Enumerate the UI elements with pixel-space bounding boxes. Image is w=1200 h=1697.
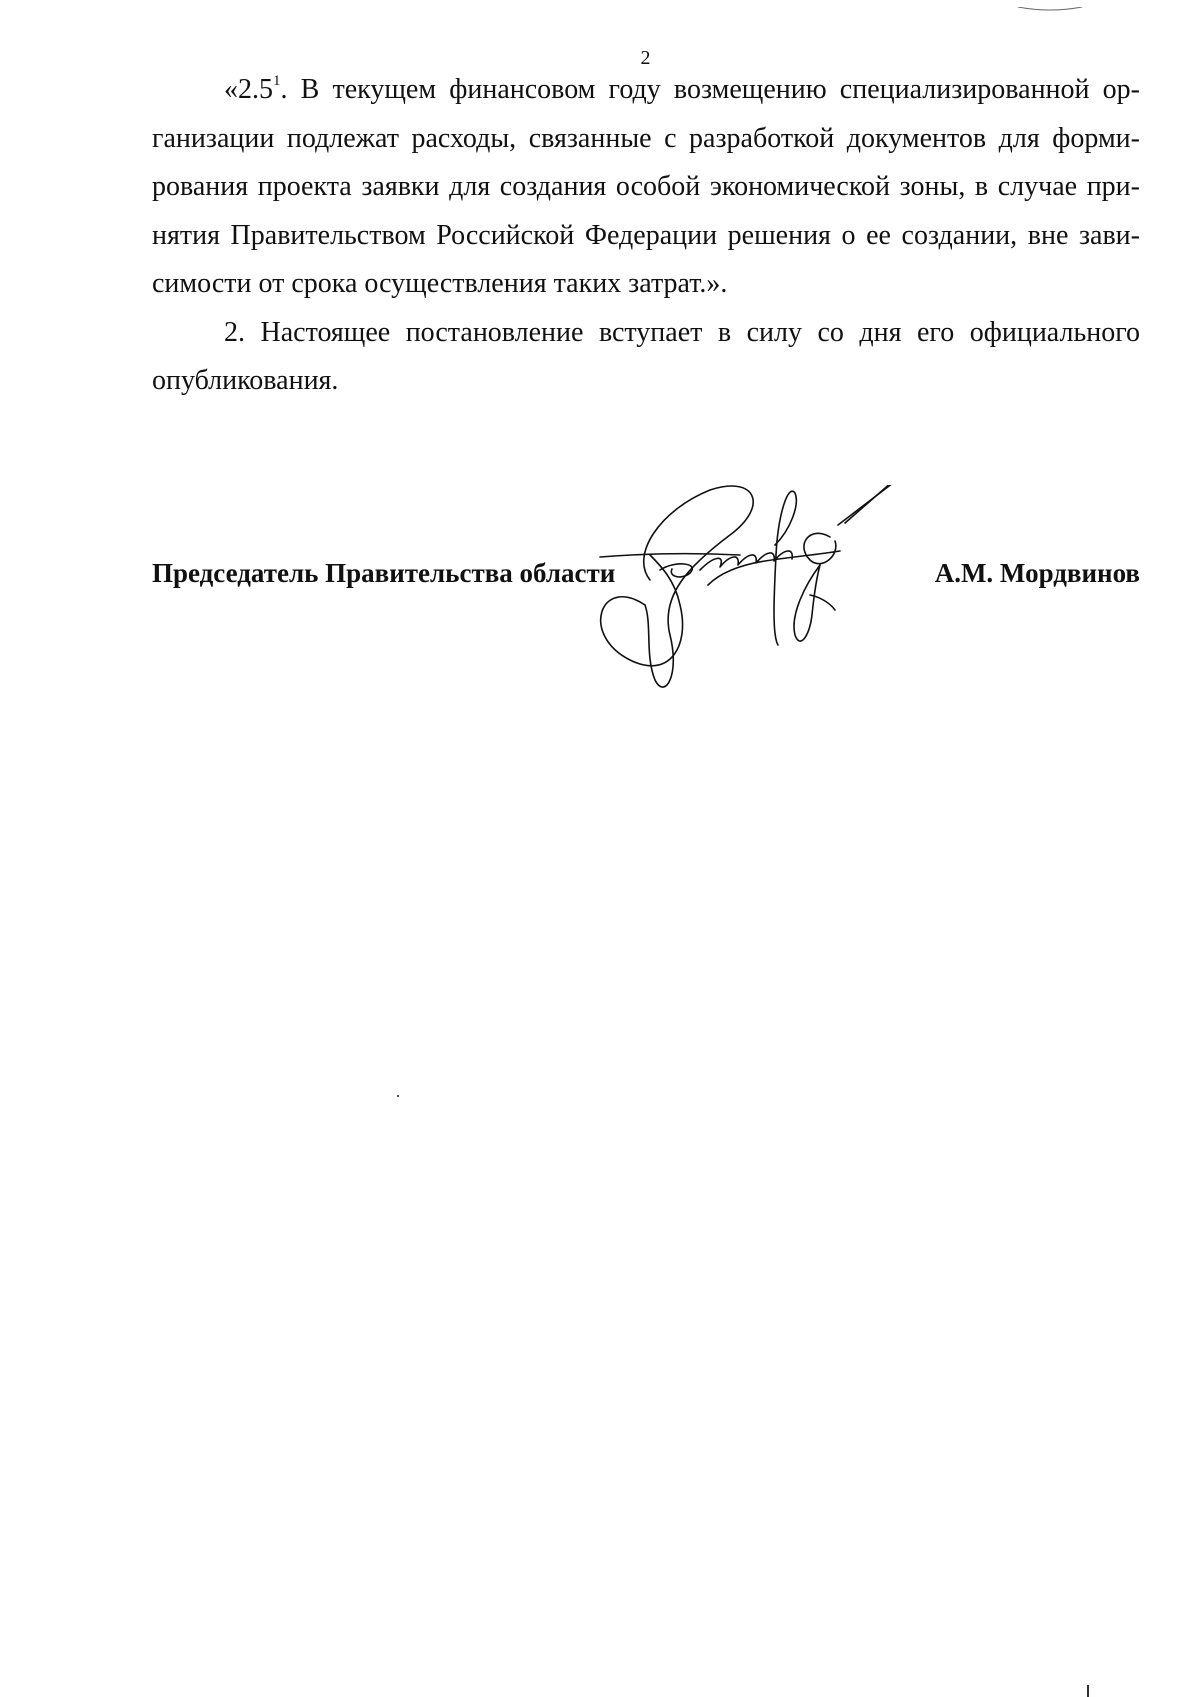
page-number: 2 <box>640 47 651 69</box>
paragraph-amendment <box>152 66 1140 309</box>
paragraph-effective-date: 2. Настоящее постановление вступает в силу со дня его официального опубликования. <box>152 316 1140 396</box>
signer-position: Председатель Правительства области <box>152 558 616 588</box>
scan-speck <box>397 1095 399 1097</box>
scan-corner-mark <box>1087 1685 1089 1697</box>
opening-quote: « <box>224 74 238 105</box>
clause-superscript: 1 <box>273 72 281 89</box>
paragraph-1-text: . В текущем финансовом году возмещению специализированной организации подлежат расходы, связанные с разработкой документов для формирования проекта заявки для создания особой экономической зоны, в случае принятия Правительством Российской Федерации решения о ее создании, вне зависимости от срока осуществления таких затрат.». <box>152 74 1140 299</box>
clause-number: 2.5 <box>238 74 273 105</box>
handwritten-signature <box>590 485 950 700</box>
top-corner-mark <box>1010 0 1090 6</box>
signer-name: А.М. Мордвинов <box>934 558 1140 588</box>
document-body <box>152 66 1140 406</box>
